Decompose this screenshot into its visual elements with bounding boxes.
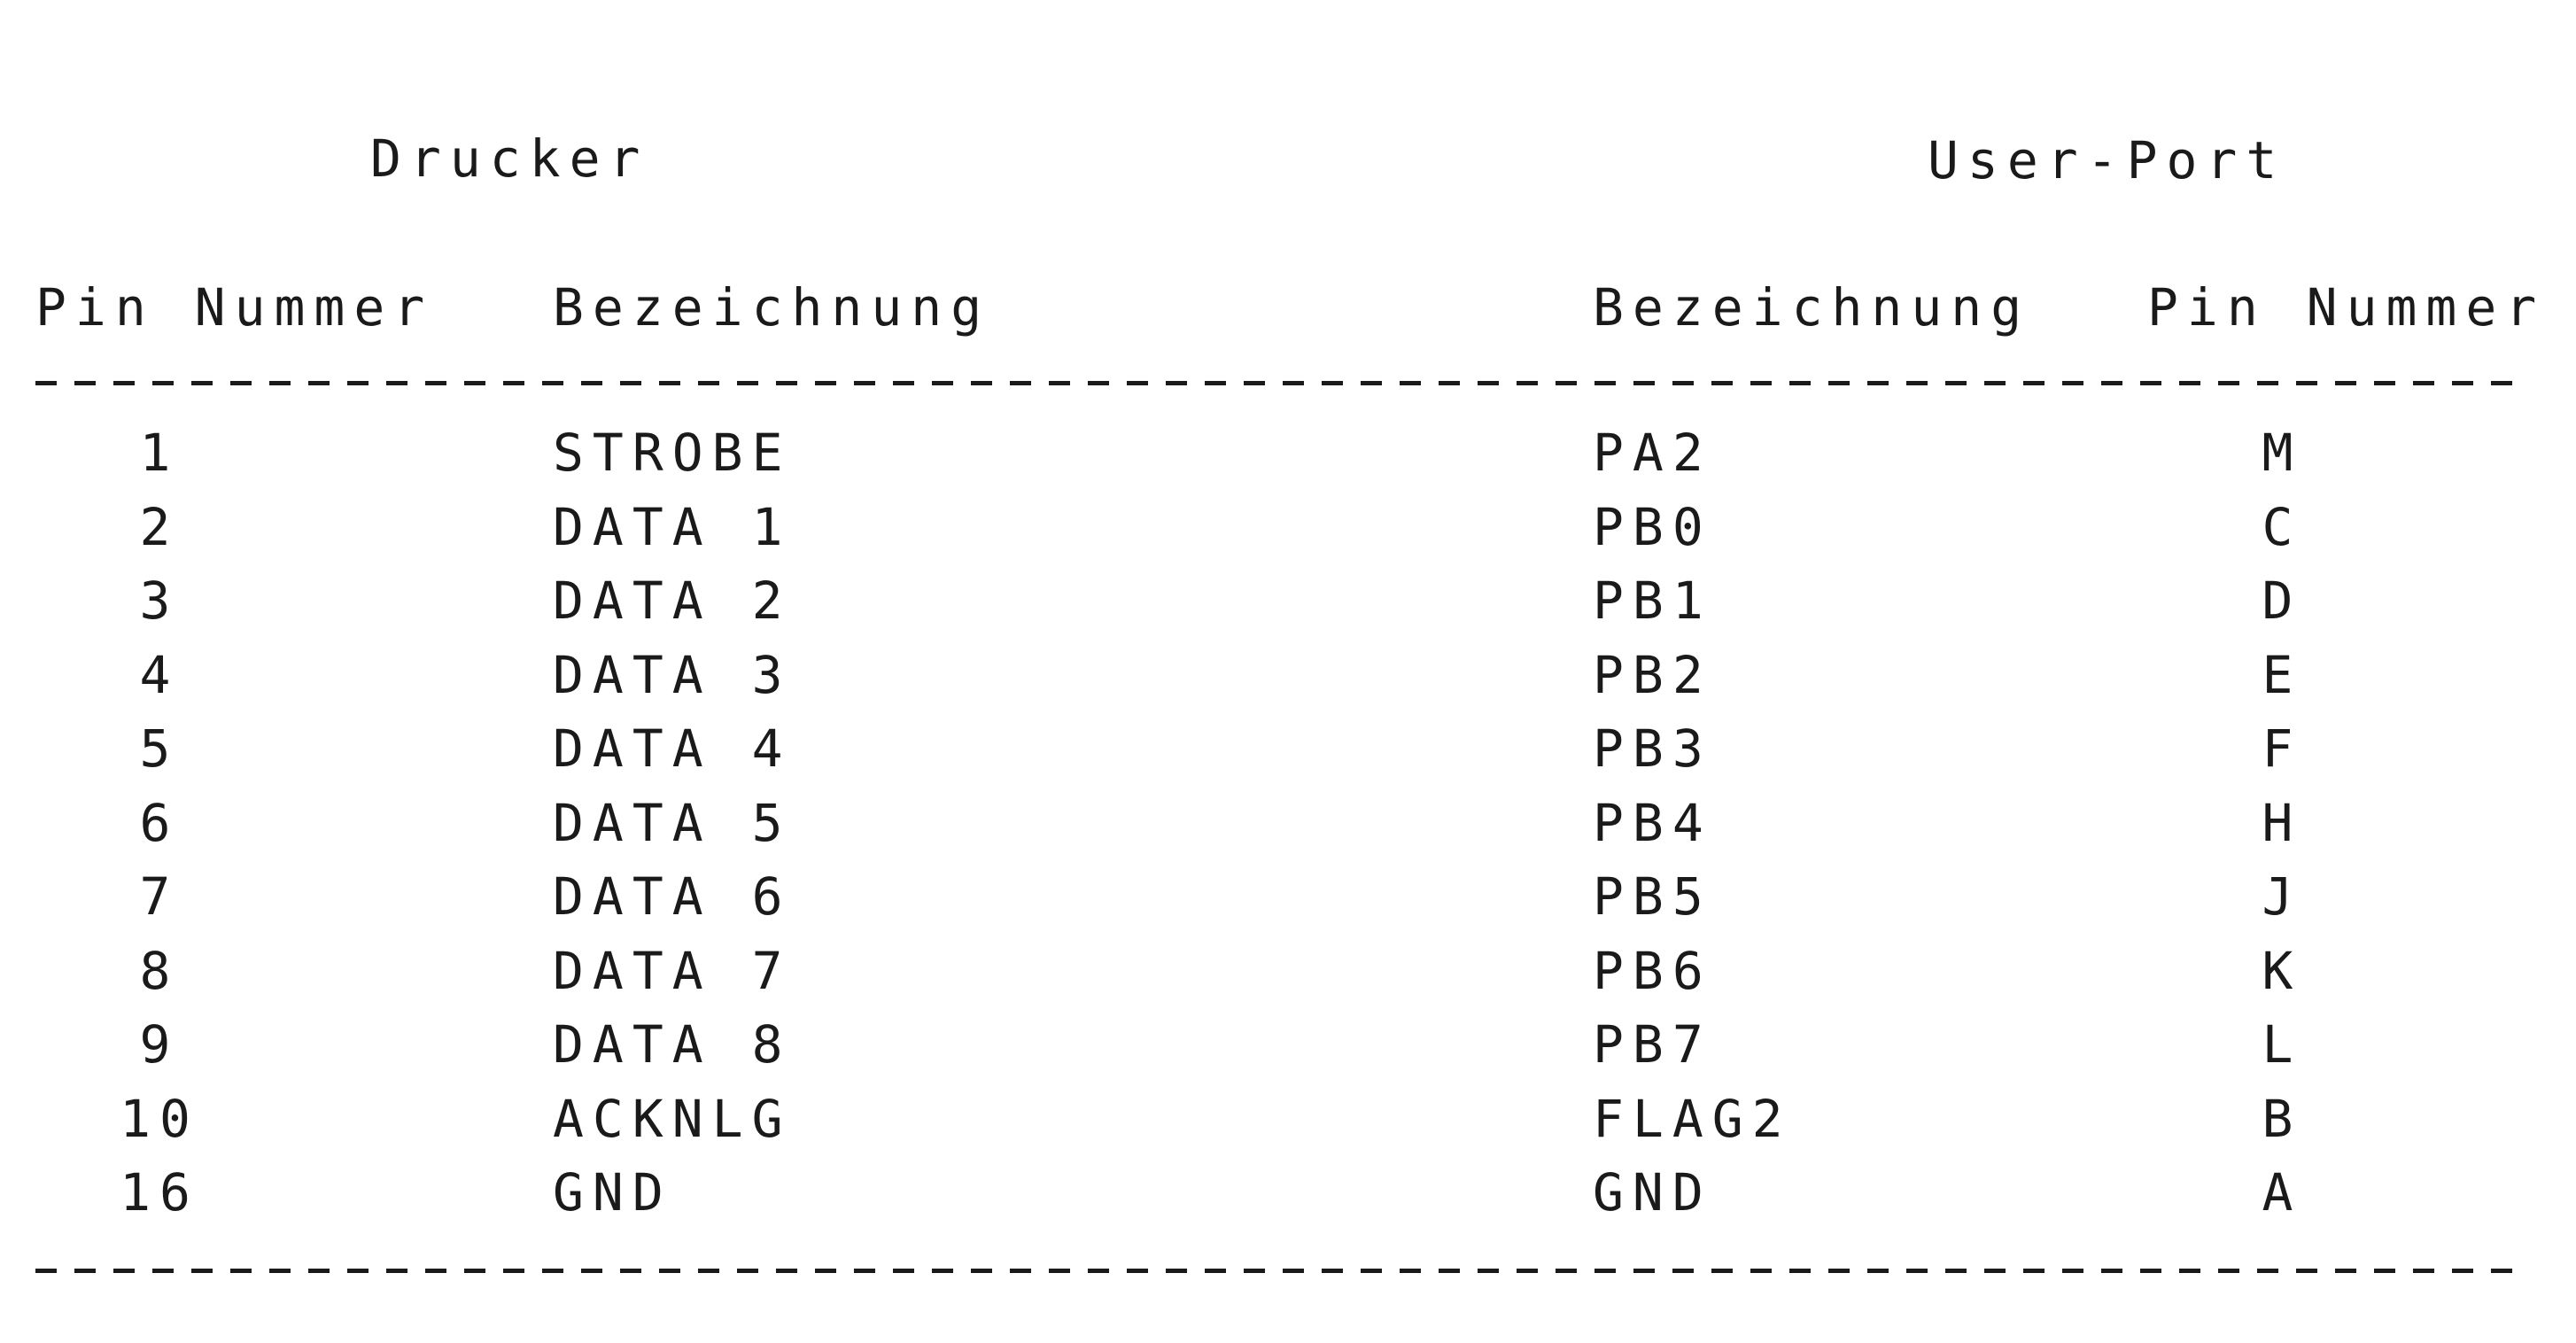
printer-pin-cell: 9 [139, 1014, 180, 1075]
table-row [0, 645, 2576, 705]
printer-signal-cell: GND [553, 1162, 672, 1223]
column-header-port-pin: Pin Nummer [2147, 277, 2546, 338]
port-pin-cell: K [2262, 941, 2302, 1001]
printer-signal-cell: DATA 7 [553, 941, 792, 1001]
printer-signal-cell: STROBE [553, 423, 792, 483]
port-signal-cell: PB3 [1593, 718, 1712, 779]
port-signal-cell: PB5 [1593, 866, 1712, 927]
port-signal-cell: PB6 [1593, 941, 1712, 1001]
printer-pin-cell: 1 [139, 423, 180, 483]
printer-signal-cell: DATA 4 [553, 718, 792, 779]
port-signal-cell: FLAG2 [1593, 1089, 1792, 1149]
table-row [0, 718, 2576, 779]
port-pin-cell: C [2262, 497, 2302, 557]
port-pin-cell: A [2262, 1162, 2302, 1223]
table-row [0, 423, 2576, 483]
port-signal-cell: PB0 [1593, 497, 1712, 557]
printer-pin-cell: 4 [139, 645, 180, 705]
table-row [0, 941, 2576, 1001]
printer-signal-cell: DATA 5 [553, 793, 792, 853]
printer-signal-cell: DATA 6 [553, 866, 792, 927]
table-row [0, 497, 2576, 557]
table-row [0, 1162, 2576, 1223]
printer-pin-cell: 3 [139, 571, 180, 631]
printer-pin-cell: 8 [139, 941, 180, 1001]
printer-signal-cell: ACKNLG [553, 1089, 792, 1149]
port-pin-cell: D [2262, 571, 2302, 631]
port-pin-cell: M [2262, 423, 2302, 483]
column-header-printer-name: Bezeichnung [553, 277, 991, 338]
printer-signal-cell: DATA 8 [553, 1014, 792, 1075]
port-pin-cell: B [2262, 1089, 2302, 1149]
printer-pin-cell: 7 [139, 866, 180, 927]
group-heading-user-port: User-Port [1928, 130, 2286, 190]
header-divider [35, 381, 2525, 385]
printer-signal-cell: DATA 2 [553, 571, 792, 631]
port-signal-cell: PB7 [1593, 1014, 1712, 1075]
port-pin-cell: E [2262, 645, 2302, 705]
table-row [0, 1089, 2576, 1149]
table-row [0, 1014, 2576, 1075]
port-signal-cell: PA2 [1593, 423, 1712, 483]
printer-signal-cell: DATA 1 [553, 497, 792, 557]
port-pin-cell: J [2262, 866, 2302, 927]
printer-pin-cell: 6 [139, 793, 180, 853]
port-signal-cell: GND [1593, 1162, 1712, 1223]
table-row [0, 571, 2576, 631]
table-row [0, 793, 2576, 853]
column-header-port-name: Bezeichnung [1593, 277, 2031, 338]
port-pin-cell: L [2262, 1014, 2302, 1075]
printer-pin-cell: 10 [120, 1089, 199, 1149]
table-row [0, 866, 2576, 927]
port-signal-cell: PB2 [1593, 645, 1712, 705]
group-heading-printer: Drucker [370, 128, 649, 189]
port-signal-cell: PB1 [1593, 571, 1712, 631]
footer-divider [35, 1269, 2525, 1273]
printer-pin-cell: 16 [120, 1162, 199, 1223]
port-signal-cell: PB4 [1593, 793, 1712, 853]
column-header-printer-pin: Pin Nummer [35, 277, 434, 338]
port-pin-cell: H [2262, 793, 2302, 853]
printer-signal-cell: DATA 3 [553, 645, 792, 705]
printer-pin-cell: 5 [139, 718, 180, 779]
port-pin-cell: F [2262, 718, 2302, 779]
printer-pin-cell: 2 [139, 497, 180, 557]
